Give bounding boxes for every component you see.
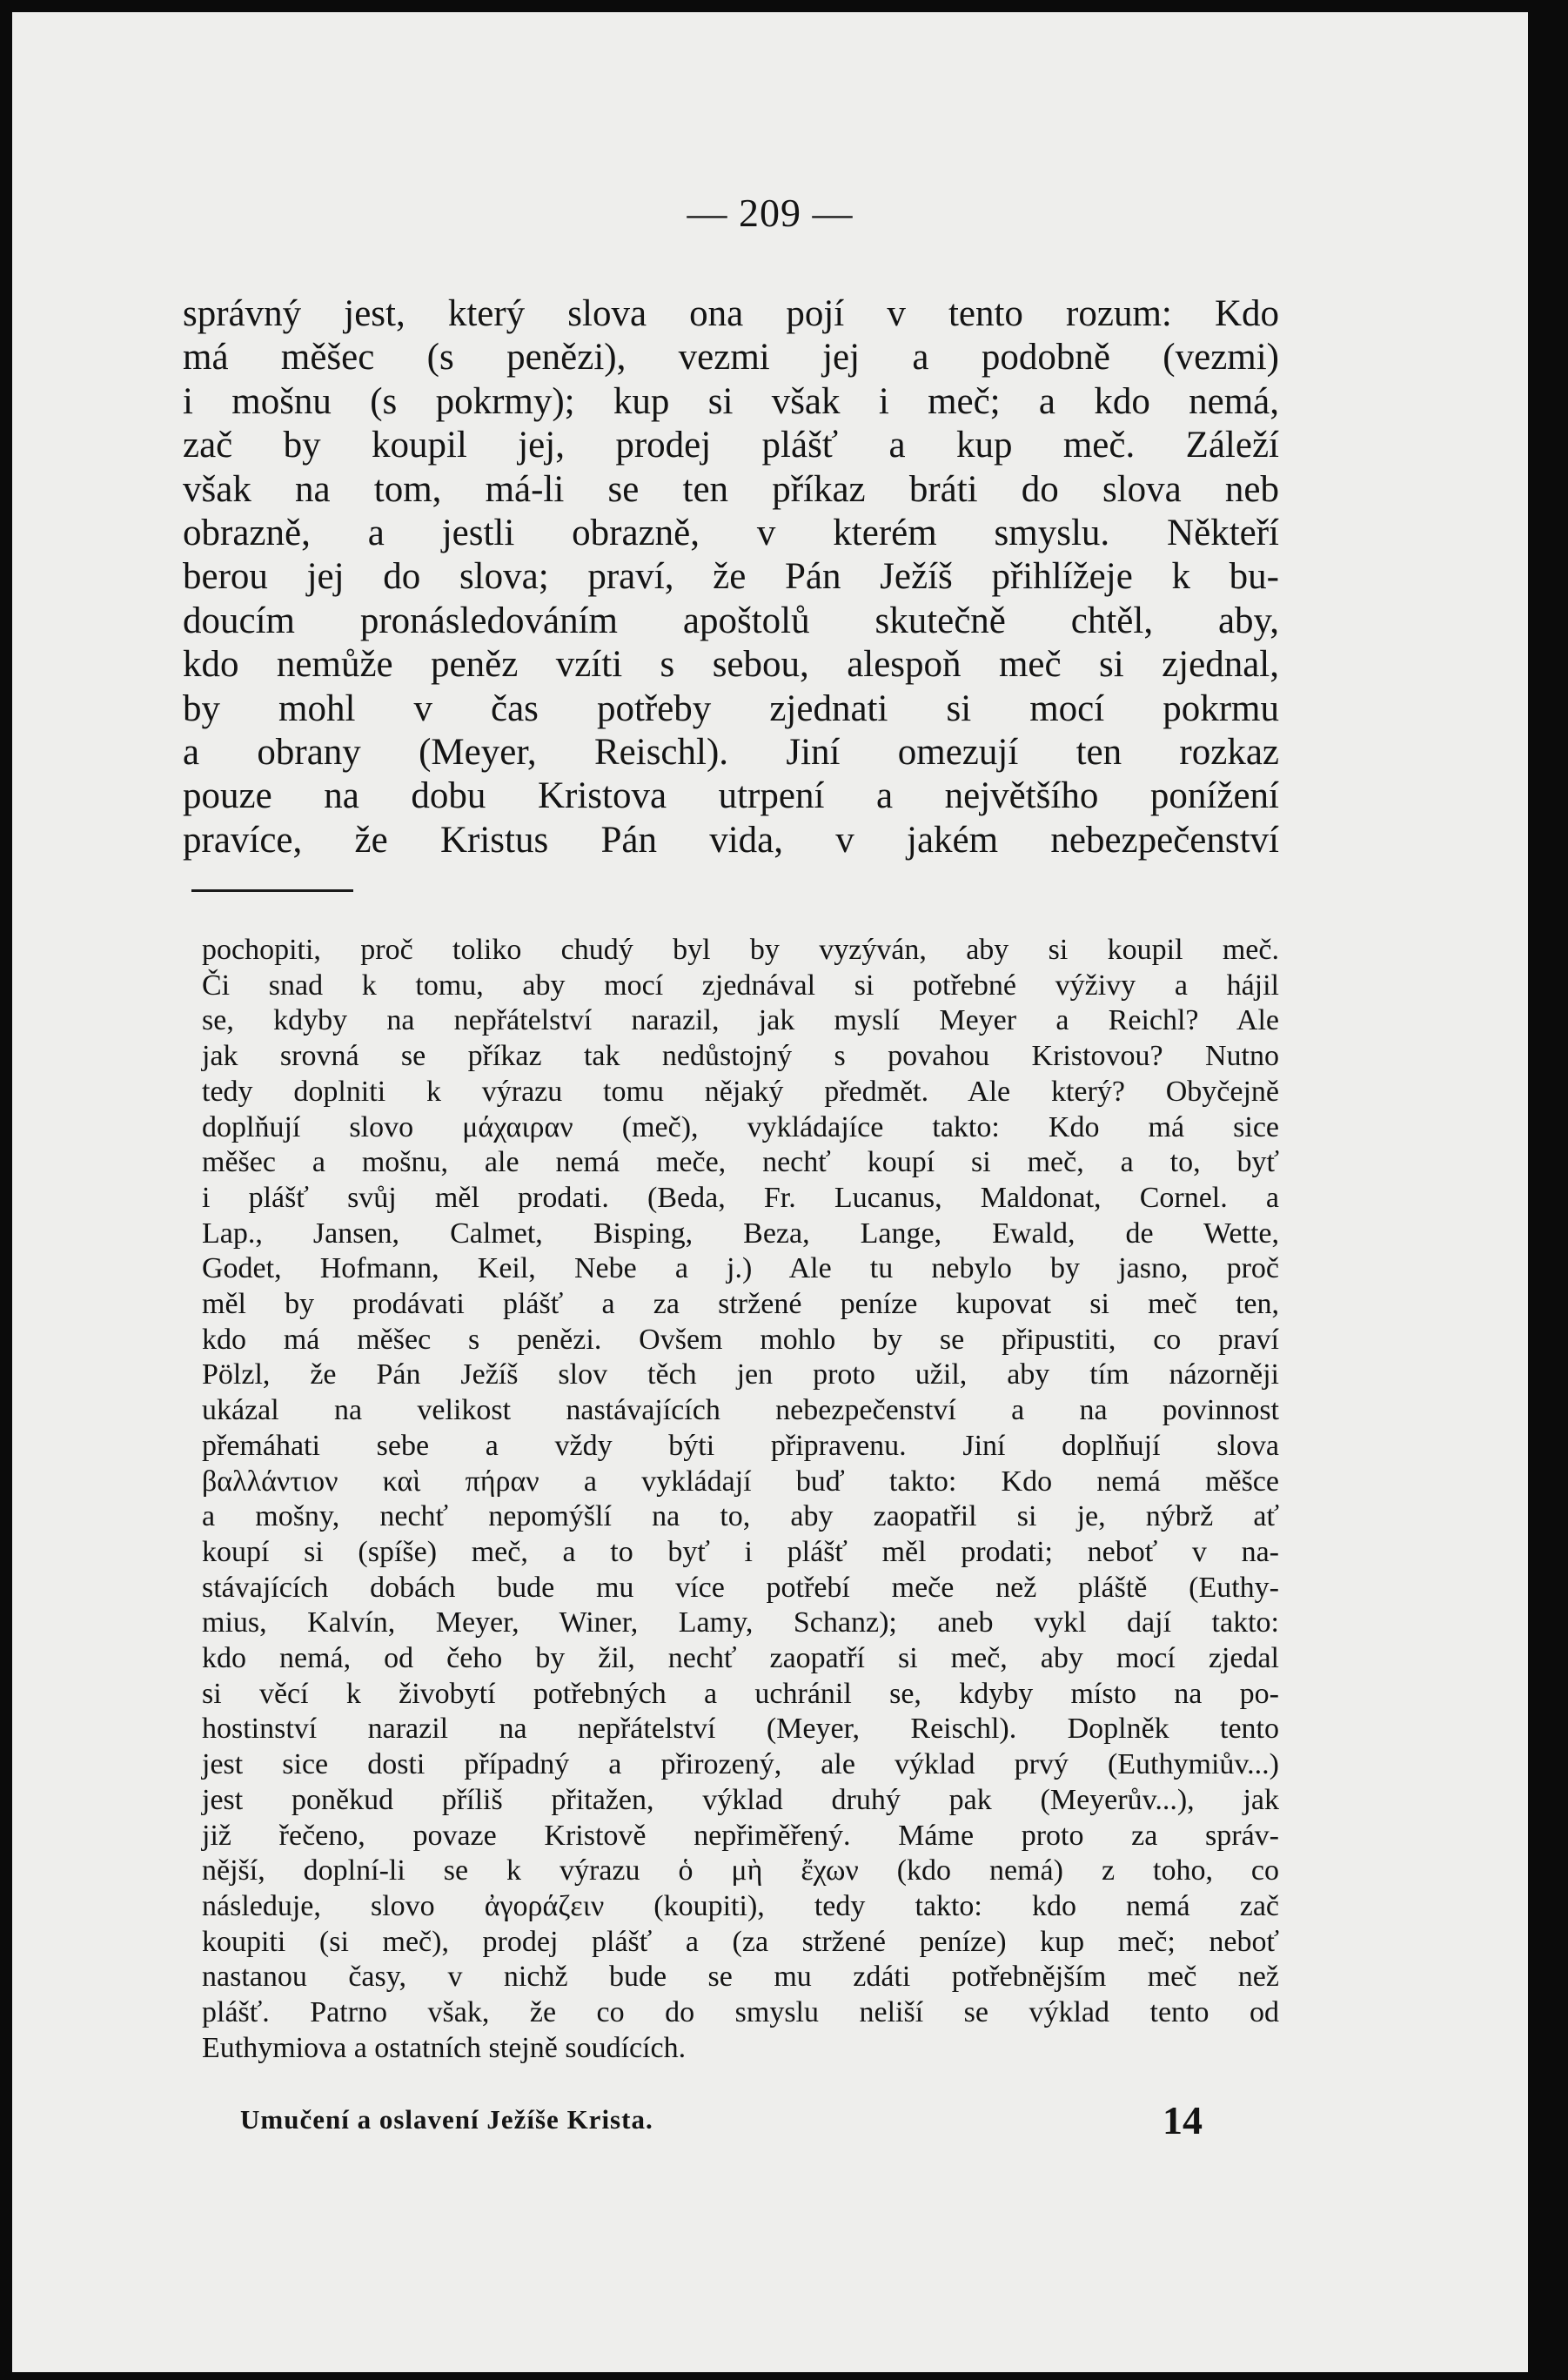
body-line: však na tom, má-li se ten příkaz bráti do slova neb <box>183 468 1279 510</box>
footnote-line: Či snad k tomu, aby mocí zjednával si potřebné výživy a hájil <box>202 969 1279 1002</box>
footnote-line: Euthymiova a ostatních stejně soudících. <box>202 2031 687 2064</box>
footnote-line: se, kdyby na nepřátelství narazil, jak myslí Meyer a Reichl? Ale <box>202 1004 1279 1037</box>
body-line: by mohl v čas potřeby zjednati si mocí pokrmu <box>183 687 1279 729</box>
body-line: správný jest, který slova ona pojí v tento rozum: Kdo <box>183 293 1279 334</box>
page-number: — 209 — <box>687 191 854 235</box>
footnote-line: doplňují slovo μάχαιραν (meč), vykládajíce takto: Kdo má sice <box>202 1110 1279 1143</box>
footnote-line: následuje, slovo ἀγοράζειν (koupiti), tedy takto: kdo nemá zač <box>202 1889 1279 1922</box>
body-line: doucím pronásledováním apoštolů skutečně chtěl, aby, <box>183 600 1279 641</box>
body-line: pravíce, že Kristus Pán vida, v jakém nebezpečenství <box>183 819 1279 861</box>
sheet-number: 14 <box>1163 2098 1203 2142</box>
body-line: obrazně, a jestli obrazně, v kterém smyslu. Někteří <box>183 513 1279 554</box>
body-line: i mošnu (s pokrmy); kup si však i meč; a kdo nemá, <box>183 380 1279 422</box>
footnote-line: měšec a mošnu, ale nemá meče, nechť koupí si meč, a to, byť <box>202 1146 1279 1179</box>
book-page <box>12 12 1528 2372</box>
footnote-line: jest sice dosti případný a přirozený, ale výklad prvý (Euthymiův...) <box>202 1748 1279 1781</box>
body-line: kdo nemůže peněz vzíti s sebou, alespoň meč si zjednal, <box>183 644 1279 686</box>
footnote-line: stávajících dobách bude mu více potřebí meče než pláště (Euthy- <box>202 1571 1279 1604</box>
footnote-line: Lap., Jansen, Calmet, Bisping, Beza, Lange, Ewald, de Wette, <box>202 1217 1279 1250</box>
body-line: má měšec (s penězi), vezmi jej a podobně (vezmi) <box>183 337 1279 379</box>
footnote-line: Godet, Hofmann, Keil, Nebe a j.) Ale tu nebylo by jasno, proč <box>202 1252 1279 1285</box>
footnote-line: i plášť svůj měl prodati. (Beda, Fr. Lucanus, Maldonat, Cornel. a <box>202 1181 1279 1214</box>
footnote-line: koupí si (spíše) meč, a to byť i plášť měl prodati; neboť v na- <box>202 1535 1279 1568</box>
footnote-line: Pölzl, že Pán Ježíš slov těch jen proto užil, aby tím názorněji <box>202 1358 1279 1391</box>
footnote-line: kdo má měšec s penězi. Ovšem mohlo by se připustiti, co praví <box>202 1323 1279 1356</box>
footnote-line: jest poněkud příliš přitažen, výklad druhý pak (Meyerův...), jak <box>202 1783 1279 1816</box>
footnote-line: si věcí k živobytí potřebných a uchránil se, kdyby místo na po- <box>202 1677 1279 1710</box>
footnote-line: koupiti (si meč), prodej plášť a (za stržené peníze) kup meč; neboť <box>202 1925 1279 1958</box>
body-line: zač by koupil jej, prodej plášť a kup meč. Záleží <box>183 425 1279 466</box>
footnote-line: kdo nemá, od čeho by žil, nechť zaopatří si meč, aby mocí zjedal <box>202 1642 1279 1675</box>
footnote-line: plášť. Patrno však, že co do smyslu neliší se výklad tento od <box>202 1996 1279 2029</box>
footnote-line: nastanou časy, v nichž bude se mu zdáti potřebnějším meč než <box>202 1961 1279 1994</box>
footnote-line: tedy doplniti k výrazu tomu nějaký předmět. Ale který? Obyčejně <box>202 1075 1279 1108</box>
body-line: berou jej do slova; praví, že Pán Ježíš přihlížeje k bu- <box>183 556 1279 598</box>
footnote-line: mius, Kalvín, Meyer, Winer, Lamy, Schanz); aneb vykl dají takto: <box>202 1606 1279 1639</box>
body-line: a obrany (Meyer, Reischl). Jiní omezují ten rozkaz <box>183 732 1279 774</box>
footnote-line: již řečeno, povaze Kristově nepřiměřený. Máme proto za správ- <box>202 1819 1279 1852</box>
body-text <box>183 292 1279 862</box>
footnote-line: přemáhati sebe a vždy býti připravenu. Jiní doplňují slova <box>202 1429 1279 1462</box>
footnote-text <box>202 933 1279 2067</box>
footnote-line: pochopiti, proč toliko chudý byl by vyzýván, aby si koupil meč. <box>202 934 1279 966</box>
footnote-line: nější, doplní-li se k výrazu ὁ μὴ ἔχων (kdo nemá) z toho, co <box>202 1854 1279 1887</box>
footnote-line: jak srovná se příkaz tak nedůstojný s povahou Kristovou? Nutno <box>202 1040 1279 1073</box>
signature-mark: Umučení a oslavení Ježíše Krista. <box>240 2104 653 2135</box>
footnote-line: měl by prodávati plášť a za stržené peníze kupovat si meč ten, <box>202 1288 1279 1321</box>
footnote-line: ukázal na velikost nastávajících nebezpečenství a na povinnost <box>202 1394 1279 1427</box>
footnote-line: hostinství narazil na nepřátelství (Meyer, Reischl). Doplněk tento <box>202 1713 1279 1746</box>
body-line: pouze na dobu Kristova utrpení a největšího ponížení <box>183 775 1279 817</box>
footnote-divider <box>191 889 353 892</box>
footnote-line: a mošny, nechť nepomýšlí na to, aby zaopatřil si je, nýbrž ať <box>202 1500 1279 1533</box>
footnote-line: βαλλάντιον καὶ πήραν a vykládají buď takto: Kdo nemá měšce <box>202 1465 1279 1498</box>
